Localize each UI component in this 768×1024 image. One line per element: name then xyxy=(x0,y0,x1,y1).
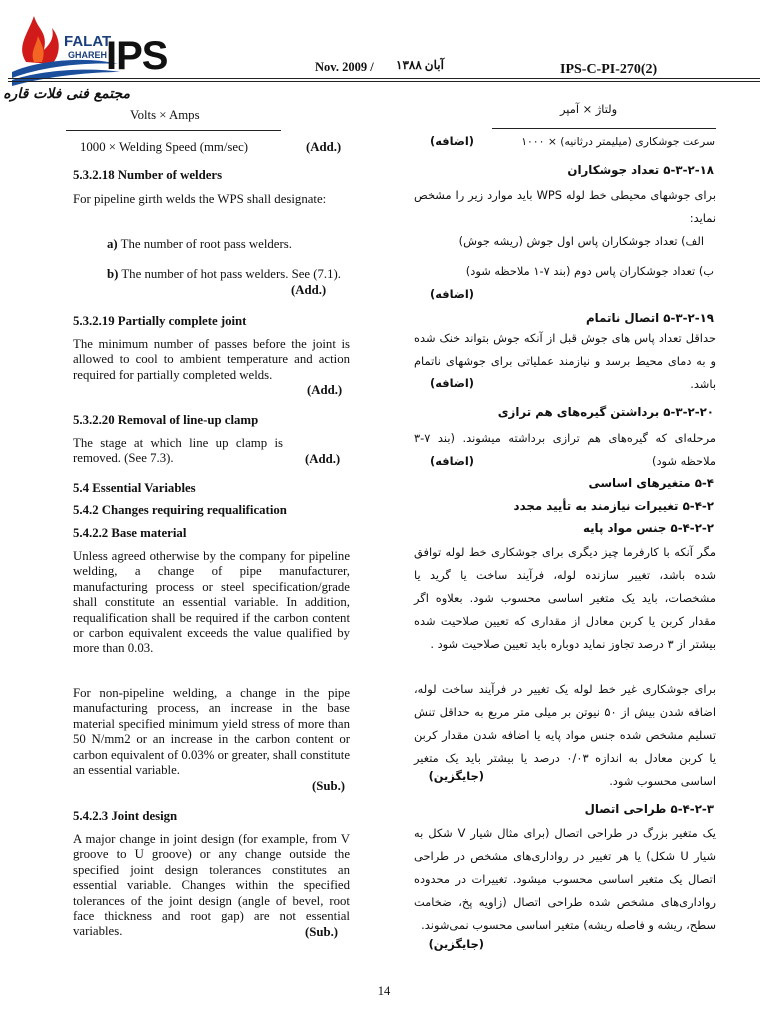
section-5-3-2-19-title: 5.3.2.19 Partially complete joint xyxy=(73,314,247,328)
list-label-b: b) xyxy=(107,267,119,281)
right-formula-fraction-bar xyxy=(492,128,716,129)
right-formula-denominator: سرعت جوشکاری (میلیمتر درثانیه) × ۱۰۰۰ xyxy=(521,135,715,148)
falat-ghareh-logo xyxy=(3,6,173,114)
right-section-19-text: حداقل تعداد پاس های جوش قبل از آنکه جوش بتواند خنک شده و به دمای محیط برسد و نیازمند عملیاتی برای جوشهای ناتمام باشد. xyxy=(414,331,716,391)
formula-denominator: 1000 × Welding Speed (mm/sec) xyxy=(80,140,249,154)
section-5-3-2-19-text: The minimum number of passes before the joint is allowed to cool to ambient temperature and action required for partially completed welds. xyxy=(73,337,350,382)
document-code: IPS-C-PI-270(2) xyxy=(560,62,658,77)
right-section-5-4-2-3-text: یک متغیر بزرگ در طراحی اتصال (برای مثال شیار V شکل به شیار U شکل) یا هر تغییر در رواداری‌های مشخص در طراحی اتصال یک متغیر اساسی محسوب میشود. تغییرات در محدوده رواداری‌های مشخص شده طراحی اتصال (زاویه پخ، ضخامت سطح، ریشه و فاصله ریشه) متغیر اساسی محسوب نمی‌شوند. xyxy=(414,826,716,932)
formula-fraction-bar xyxy=(66,130,281,131)
right-formula-numerator: ولتاژ × آمپر xyxy=(560,102,618,116)
section-5-4-2-3-text: A major change in joint design (for example, from V groove to U groove) or any change outside the specified joint design tolerances constitutes an essential variable. Changes within the specified tolerances of the joint design (angle of bevel, root face thickness and root gap) are not essential variables. xyxy=(73,832,350,939)
logo-falat-text: FALAT xyxy=(64,33,112,50)
right-section-18-tag: (اضافه) xyxy=(430,287,474,301)
right-section-18-item-b: ب) تعداد جوشکاران پاس دوم (بند ۷-۱ ملاحظه شود) xyxy=(465,264,714,278)
right-section-19-tag: (اضافه) xyxy=(430,376,474,390)
right-section-5-4-2-3-title: ۵-۴-۲-۳ طراحی اتصال xyxy=(584,802,714,816)
right-section-5-4-2-3-tag: (جایگزین) xyxy=(428,937,484,951)
right-section-18-text: برای جوشهای محیطی خط لوله WPS باید موارد زیر را مشخص نماید: xyxy=(414,188,717,225)
section-5-4-2-3-sub-tag: (Sub.) xyxy=(305,925,339,939)
header-date-fa: آبان ۱۳۸۸ xyxy=(396,58,444,72)
list-text-a: The number of root pass welders. xyxy=(120,237,292,251)
right-section-20-text: مرحله‌ای که گیره‌های هم ترازی برداشته میشوند. (بند ۷-۳ ملاحظه شود) xyxy=(414,431,716,468)
header-date-en: Nov. 2009 / xyxy=(315,60,374,74)
formula-add-tag: (Add.) xyxy=(306,140,342,154)
header-rule-2 xyxy=(8,81,760,82)
right-section-5-4-2-2-para-1: مگر آنکه با کارفرما چیز دیگری برای جوشکاری خط لوله توافق شده باشد، تغییر سازنده لوله، فرآیند ساخت یا گرید یا مشخصات، باید یک متغیر اساسی محسوب شود. بعلاوه اگر مقدار کربن یا کربن معادل از مقداری که تعیین صلاحیت شده بیشتر از ۳ درصد تجاوز نماید دوباره باید تعیین صلاحیت شود . xyxy=(414,545,716,651)
list-item-hot-pass xyxy=(107,267,350,282)
section-5-4-2-2-para-2: For non-pipeline welding, a change in the pipe manufacturing process, an increase in the base material specified minimum yield stress of more than 50 N/mm2 or an increase in the carbon content or carbon equivalent of 0.03% or greater, shall constitute an essential variable. xyxy=(73,686,351,778)
section-5-4-2-2-sub-tag: (Sub.) xyxy=(312,779,346,793)
right-formula-tag: (اضافه) xyxy=(430,134,474,148)
right-section-5-4-2-2-tag: (جایگزین) xyxy=(428,769,484,783)
list-label-a: a) xyxy=(107,237,118,251)
section-5-4-2-title: 5.4.2 Changes requiring requalification xyxy=(73,503,287,517)
right-section-20-tag: (اضافه) xyxy=(430,454,474,468)
section-18-add-tag: (Add.) xyxy=(291,283,327,297)
section-5-4-title: 5.4 Essential Variables xyxy=(73,481,196,495)
section-5-4-2-3-title: 5.4.2.3 Joint design xyxy=(73,809,178,823)
right-section-20-title: ۵-۳-۲-۲۰ برداشتن گیره‌های هم ترازی xyxy=(497,405,714,419)
logo-ips-text: IPS xyxy=(106,34,168,78)
section-19-add-tag: (Add.) xyxy=(307,383,343,397)
right-section-5-4-title: ۵-۴ متغیرهای اساسی xyxy=(588,476,714,490)
section-5-3-2-18-title: 5.3.2.18 Number of welders xyxy=(73,168,223,182)
section-5-4-2-2-para-1: Unless agreed otherwise by the company for pipeline welding, a change of pipe manufacturer, manufacturing process or steel specification/grade shall constitute an essential variable. In addition, requalification shall be required if the carbon content or carbon equivalent exceeds the value qualified by more than 0.03. xyxy=(73,549,350,656)
right-section-5-4-2-2-title: ۵-۴-۲-۲ جنس مواد پایه xyxy=(582,521,714,535)
logo-ghareh-text: GHAREH xyxy=(68,50,108,60)
right-section-5-4-2-title: ۵-۴-۲ تغییرات نیازمند به تأیید مجدد xyxy=(513,499,714,513)
right-section-19-title: ۵-۳-۲-۱۹ اتصال ناتمام xyxy=(586,311,714,325)
section-5-3-2-20-title: 5.3.2.20 Removal of line-up clamp xyxy=(73,413,259,427)
page-number: 14 xyxy=(377,984,391,998)
header-rule xyxy=(8,78,760,79)
section-5-3-2-20-text: The stage at which line up clamp is removed. (See 7.3). xyxy=(73,436,283,466)
section-5-4-2-2-title: 5.4.2.2 Base material xyxy=(73,526,187,540)
right-section-18-item-a: الف) تعداد جوشکاران پاس اول جوش (ریشه جوش) xyxy=(458,234,704,248)
logo-persian-text: مجتمع فنی فلات قاره xyxy=(3,86,130,102)
section-20-add-tag: (Add.) xyxy=(305,452,341,466)
list-item-root-pass xyxy=(107,237,350,252)
list-text-b: The number of hot pass welders. See (7.1). xyxy=(121,267,341,281)
formula-numerator: Volts × Amps xyxy=(130,108,200,122)
section-5-3-2-18-text: For pipeline girth welds the WPS shall designate: xyxy=(73,192,327,206)
right-section-18-title: ۵-۳-۲-۱۸ تعداد جوشکاران xyxy=(567,163,714,177)
right-section-5-4-2-2-para-2: برای جوشکاری غیر خط لوله یک تغییر در فرآیند ساخت لوله، اضافه شدن بیش از ۵۰ نیوتن بر میلی متر مربع به حداقل تنش تسلیم مشخص شده جنس مواد پایه یا اضافه شدن مقدار کربن یا کربن معادل به اندازه ۰/۰۳ درصد یا بیشتر باید یک متغیر اساسی محسوب شود. xyxy=(414,682,716,788)
